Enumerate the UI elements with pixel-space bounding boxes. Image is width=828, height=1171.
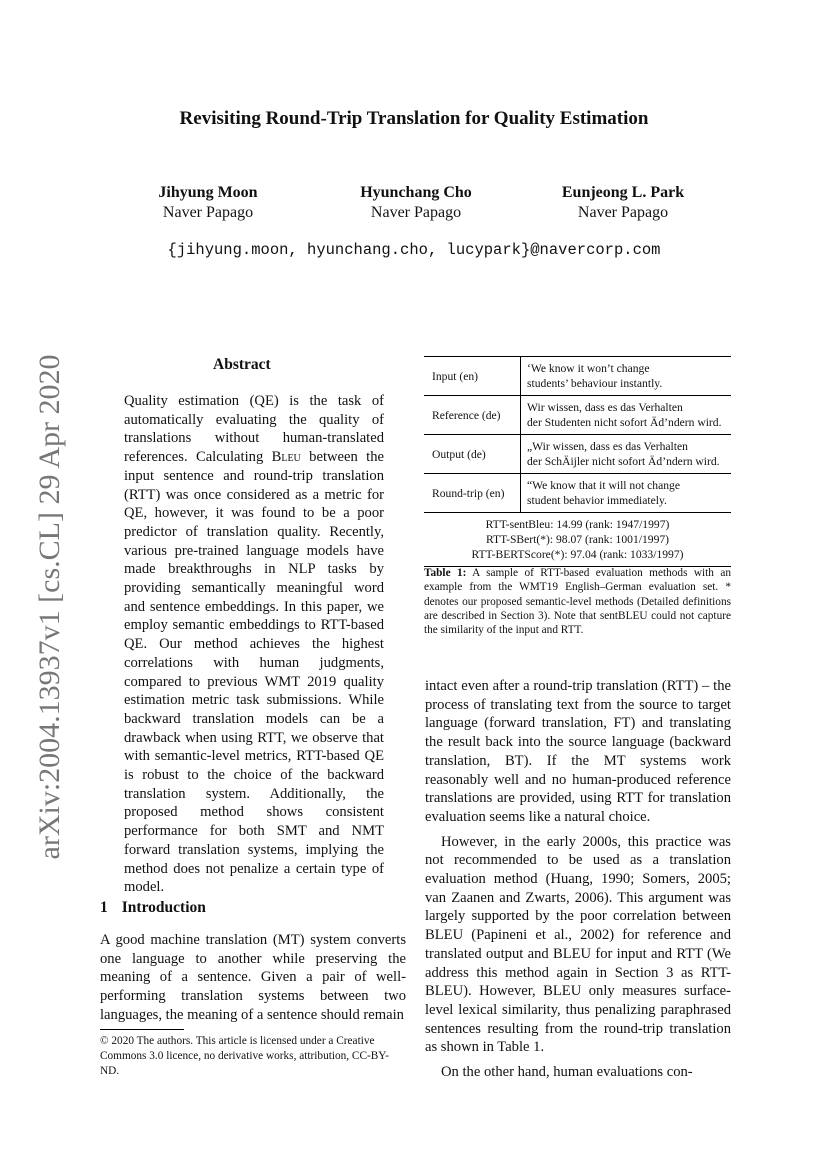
row-line: students’ behaviour instantly.	[527, 377, 663, 390]
table-caption	[424, 566, 731, 637]
abstract-text-1: Quality estimation (QE) is the task of automatically evaluating the quality of translations without human-translated references. Calculating	[124, 393, 384, 466]
right-column-body	[425, 677, 731, 1088]
row-line: Wir wissen, dass es das Verhalten	[527, 401, 683, 414]
row-label: Output (de)	[424, 435, 521, 473]
abstract-heading: Abstract	[213, 356, 271, 373]
author-name: Jihyung Moon	[158, 184, 258, 201]
row-label: Input (en)	[424, 357, 521, 395]
author-block-1	[108, 183, 308, 223]
row-line: ‘We know it won’t change	[527, 362, 650, 375]
intro-paragraph: A good machine translation (MT) system converts one language to another while preserving the meaning of a sentence. Given a pair of well-performing translation systems between two languages, the meaning of a sentence should remain	[100, 932, 406, 1023]
row-line: student behavior immediately.	[527, 494, 667, 507]
author-affiliation: Naver Papago	[162, 204, 254, 221]
score-line: RTT-BERTScore(*): 97.04 (rank: 1033/1997)	[471, 548, 684, 561]
author-emails: {jihyung.moon, hyunchang.cho, lucypark}@navercorp.com	[167, 241, 661, 259]
table-row	[424, 396, 731, 435]
example-table	[424, 356, 731, 567]
bleu-term: Bleu	[271, 449, 301, 466]
section-number: 1	[100, 899, 108, 916]
table-scores	[424, 513, 731, 567]
table-row	[424, 357, 731, 396]
arxiv-stamp-text: arXiv:2004.13937v1 [cs.CL] 29 Apr 2020	[33, 354, 66, 860]
body-paragraph: However, in the early 2000s, this practice was not recommended to be used as a translation evaluation method (Huang, 1990; Somers, 2005; van Zaanen and Zwarts, 2006). This argument was largely supported by the poor correlation between BLEU (Papineni et al., 2002) for reference and translated output and BLEU for input and RTT (We address this method again in Section 3 as RTT-BLEU). However, BLEU only measures surface-level lexical similarity, thus penalizing paraphrased sentences resulting from the round-trip translation as shown in Table 1.	[425, 833, 731, 1056]
score-line: RTT-SBert(*): 98.07 (rank: 1001/1997)	[485, 533, 670, 546]
author-name: Hyunchang Cho	[360, 184, 472, 201]
row-line: „Wir wissen, dass es das Verhalten	[527, 440, 688, 453]
section-title: Introduction	[121, 899, 206, 916]
author-block-2	[316, 183, 516, 223]
caption-label: Table 1:	[424, 567, 467, 579]
row-value	[521, 474, 680, 512]
row-line: der Studenten nicht sofort Äd’ndern wird.	[527, 416, 722, 429]
author-block-3	[523, 183, 723, 223]
abstract-text-2: between the input sentence and round-trip translation (RTT) was once considered as a metric for QE, however, it was found to be a poor predictor of translation quality. Recently, various pre-trained language models have made breakthroughs in NLP tasks by providing semantically meaningful word and sentence embeddings. In this paper, we employ semantic embeddings to RTT-based QE. Our method achieves the highest correlations with human judgments, compared to previous WMT 2019 quality estimation metric task submissions. While backward translation models can be a drawback when using RTT, we observe that with semantic-level metrics, RTT-based QE is robust to the choice of the backward translation system. Additionally, the proposed method shows consistent performance for both SMT and NMT forward translation systems, implying the method does not penalize a certain type of model.	[124, 449, 384, 896]
section-heading	[100, 899, 206, 917]
author-affiliation: Naver Papago	[577, 204, 669, 221]
score-line: RTT-sentBleu: 14.99 (rank: 1947/1997)	[485, 518, 670, 531]
table-row	[424, 474, 731, 513]
row-line: “We know that it will not change	[527, 479, 680, 492]
footnote: © 2020 The authors. This article is licensed under a Creative Commons 3.0 licence, no derivative works, attribution, CC-BY-ND.	[100, 1035, 389, 1077]
row-value	[521, 357, 662, 395]
caption-text: A sample of RTT-based evaluation methods with an example from the WMT19 English–German evaluation set. * denotes our proposed semantic-level methods (Detailed definitions are described in Section 3). Note that sentBLEU could not capture the similarity of the input and RTT.	[424, 567, 731, 637]
intro-body	[100, 931, 406, 1025]
table-row	[424, 435, 731, 474]
row-line: der SchÄijler nicht sofort Äd’ndern wird.	[527, 455, 720, 468]
author-name: Eunjeong L. Park	[561, 184, 685, 201]
abstract-body	[124, 392, 384, 897]
footnote-rule	[100, 1029, 184, 1030]
row-value	[521, 435, 720, 473]
body-paragraph: On the other hand, human evaluations con-	[441, 1064, 693, 1081]
row-label: Reference (de)	[424, 396, 521, 434]
author-affiliation: Naver Papago	[370, 204, 462, 221]
row-value	[521, 396, 721, 434]
paper-title: Revisiting Round-Trip Translation for Quality Estimation	[179, 108, 649, 129]
body-paragraph: intact even after a round-trip translation (RTT) – the process of translating text from the source to target language (forward translation, FT) and translating the result back into the source language (backward translation, BT). If the MT systems work reasonably well and no human-produced reference translations are provided, using RTT for translation evaluation seems like a natural choice.	[425, 678, 731, 825]
row-label: Round-trip (en)	[424, 474, 521, 512]
